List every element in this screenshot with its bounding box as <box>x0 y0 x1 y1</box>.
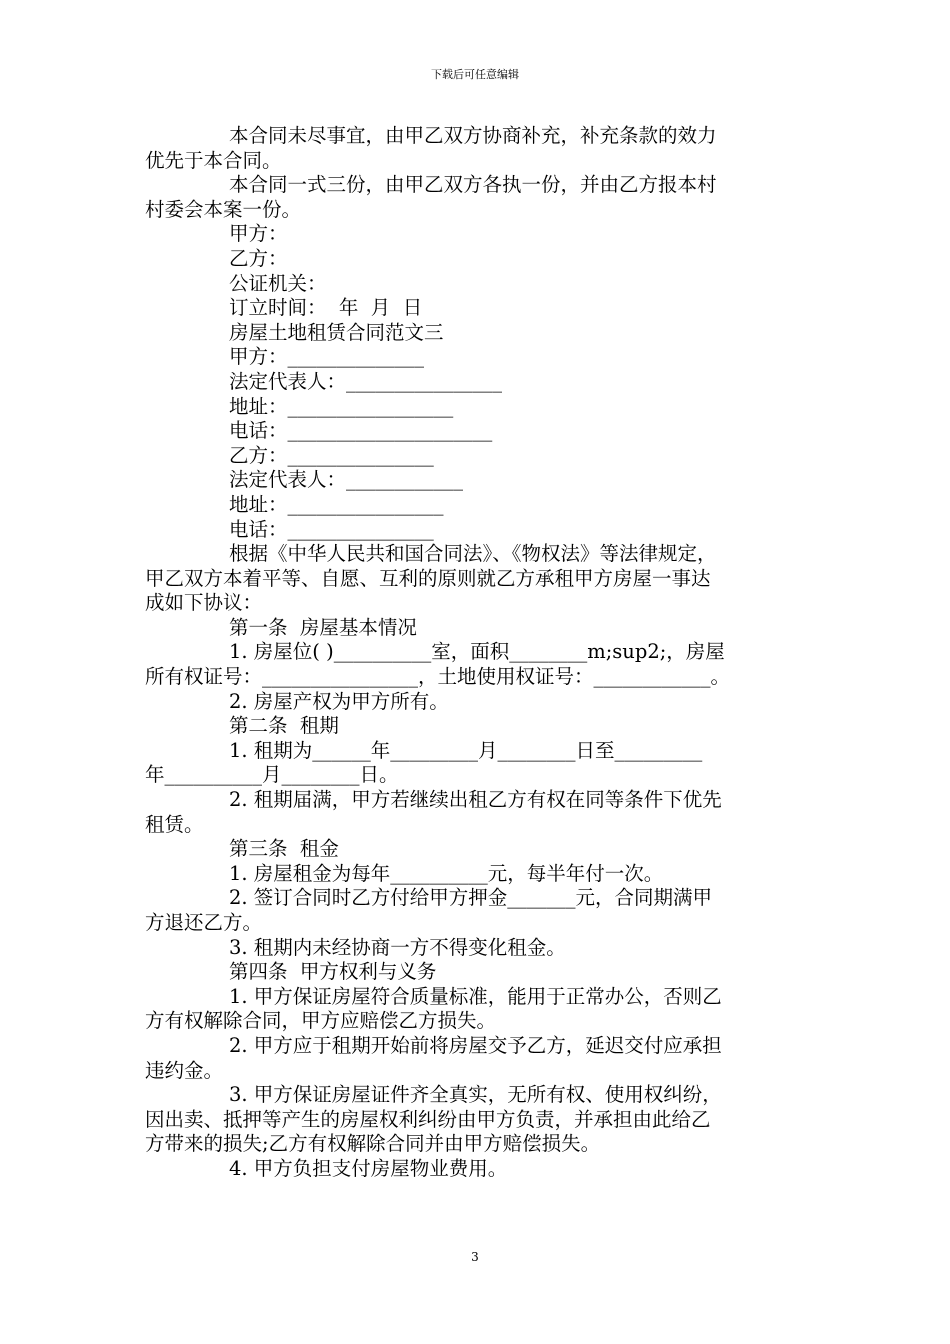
text-line: 本合同未尽事宜，由甲乙双方协商补充，补充条款的效力 <box>229 124 717 147</box>
text-line: 公证机关： <box>229 271 327 295</box>
text-line: 甲乙双方本着平等、自愿、互利的原则就乙方承租甲方房屋一事达 <box>145 566 711 590</box>
text-line: 2. 签订合同时乙方付给甲方押金_______元，合同期满甲 <box>229 886 713 910</box>
page-header: 下载后可任意编辑 <box>431 68 519 81</box>
text-line: 违约金。 <box>145 1058 224 1082</box>
text-line: 订立时间： 年 月 日 <box>229 296 423 320</box>
text-line: 法定代表人：________________ <box>229 369 503 393</box>
text-line: 方带来的损失;乙方有权解除合同并由甲方赔偿损失。 <box>145 1132 601 1156</box>
text-line: 租赁。 <box>145 812 204 836</box>
text-line: 2. 租期届满，甲方若继续出租乙方有权在同等条件下优先 <box>229 788 722 812</box>
text-line: 年__________月________日。 <box>145 763 399 787</box>
text-line: 地址：________________ <box>229 492 444 516</box>
text-line: 村委会本案一份。 <box>145 197 302 221</box>
text-line: 因出卖、抵押等产生的房屋权利纠纷由甲方负责，并承担由此给乙 <box>145 1107 711 1131</box>
document-body <box>145 124 810 1182</box>
text-line: 成如下协议： <box>145 591 263 615</box>
text-line: 地址：_________________ <box>229 394 454 418</box>
text-line: 电话：_______________ <box>229 517 434 541</box>
text-line: 所有权证号：________________，土地使用权证号：____________。 <box>145 665 731 689</box>
text-line: 2. 甲方应于租期开始前将房屋交予乙方，延迟交付应承担 <box>229 1033 722 1057</box>
text-line: 乙方： <box>229 246 288 270</box>
text-line: 1. 租期为______年_________月________日至_________ <box>229 738 703 762</box>
text-line: 1. 甲方保证房屋符合质量标准，能用于正常办公，否则乙 <box>229 984 722 1008</box>
text-line: 3. 租期内未经协商一方不得变化租金。 <box>229 935 566 959</box>
text-line: 1. 房屋位( )__________室，面积________m;sup2;，房屋 <box>229 640 725 664</box>
text-line: 电话：_____________________ <box>229 419 493 443</box>
text-line: 第二条 租期 <box>229 714 339 738</box>
text-line: 第三条 租金 <box>229 837 339 861</box>
text-line: 乙方：_______________ <box>229 443 434 467</box>
text-line: 1. 房屋租金为每年__________元，每半年付一次。 <box>229 861 664 885</box>
text-line: 甲方： <box>229 222 288 246</box>
text-line: 第一条 房屋基本情况 <box>229 615 417 639</box>
text-line: 方有权解除合同，甲方应赔偿乙方损失。 <box>145 1009 497 1033</box>
text-line: 优先于本合同。 <box>145 148 282 172</box>
text-line: 法定代表人：____________ <box>229 468 464 492</box>
text-line: 甲方：______________ <box>229 345 425 369</box>
text-line: 2. 房屋产权为甲方所有。 <box>229 689 449 713</box>
text-line: 第四条 甲方权利与义务 <box>229 960 437 984</box>
text-line: 方退还乙方。 <box>145 911 263 934</box>
page-number: 3 <box>471 1250 479 1264</box>
text-line: 本合同一式三份，由甲乙双方各执一份，并由乙方报本村 <box>229 173 717 197</box>
text-line: 房屋土地租赁合同范文三 <box>229 320 444 344</box>
text-line: 3. 甲方保证房屋证件齐全真实，无所有权、使用权纠纷， <box>229 1083 722 1107</box>
text-line: 4. 甲方负担支付房屋物业费用。 <box>229 1156 508 1180</box>
text-line: 根据《中华人民共和国合同法》、《物权法》等法律规定， <box>229 542 717 566</box>
